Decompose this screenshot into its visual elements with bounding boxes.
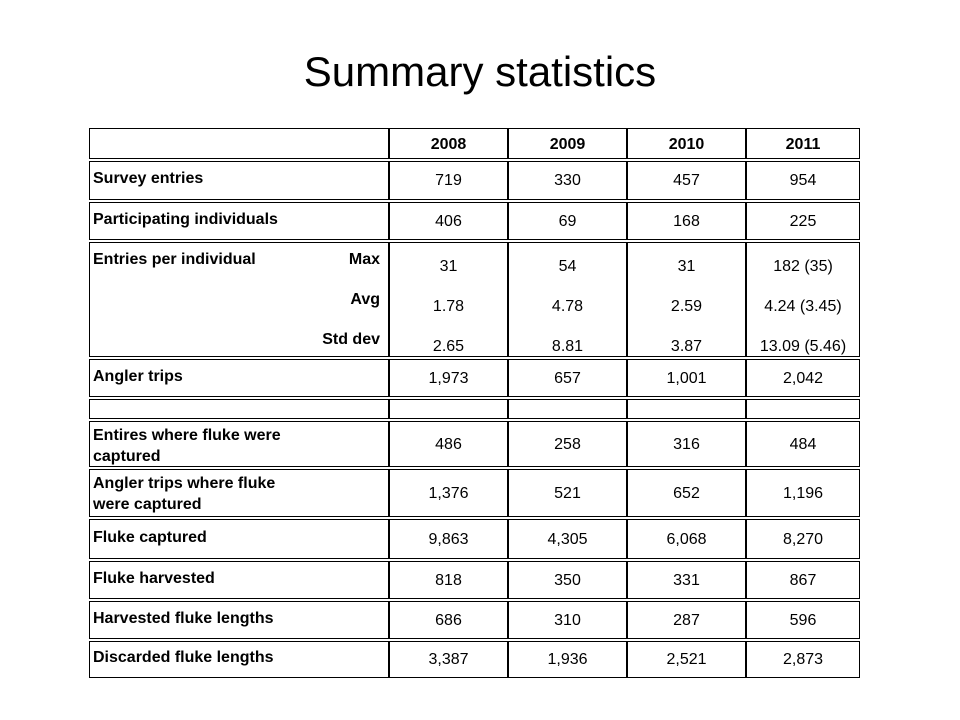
table-value: 484 bbox=[789, 436, 817, 453]
table-value: 69 bbox=[558, 213, 577, 230]
table-value: 2,042 bbox=[782, 370, 824, 387]
row-label: Participating individuals bbox=[93, 211, 278, 228]
table-value: 350 bbox=[554, 572, 581, 589]
table-value: 8,270 bbox=[782, 531, 824, 548]
year-header: 2008 bbox=[430, 136, 467, 153]
table-value: 3.87 bbox=[670, 338, 703, 355]
table-value: 54 bbox=[558, 258, 577, 275]
table-value: 31 bbox=[439, 258, 458, 275]
table-cell bbox=[389, 399, 508, 419]
year-header: 2010 bbox=[668, 136, 705, 153]
row-label: Harvested fluke lengths bbox=[93, 610, 274, 627]
table-value: 1.78 bbox=[432, 298, 465, 315]
table-value: 719 bbox=[435, 172, 462, 189]
table-value: 867 bbox=[789, 572, 817, 589]
row-label: captured bbox=[93, 448, 161, 465]
table-value: 486 bbox=[435, 436, 462, 453]
table-value: 954 bbox=[789, 172, 817, 189]
row-label: Fluke harvested bbox=[93, 570, 215, 587]
table-cell bbox=[89, 399, 389, 419]
table-value: 657 bbox=[554, 370, 581, 387]
row-label: Entries per individual bbox=[93, 251, 256, 268]
table-value: 287 bbox=[673, 612, 700, 629]
table-value: 9,863 bbox=[428, 531, 469, 548]
table-value: 330 bbox=[554, 172, 581, 189]
page-title: Summary statistics bbox=[303, 48, 657, 95]
table-cell bbox=[508, 399, 627, 419]
table-value: 6,068 bbox=[666, 531, 707, 548]
table-value: 316 bbox=[673, 436, 700, 453]
table-value: 1,376 bbox=[428, 485, 469, 502]
year-header: 2011 bbox=[785, 136, 821, 153]
table-value: 225 bbox=[789, 213, 817, 230]
table-value: 2,873 bbox=[782, 651, 824, 668]
sub-row-label: Avg bbox=[350, 291, 380, 308]
row-label: Survey entries bbox=[93, 170, 204, 187]
table-value: 331 bbox=[673, 572, 700, 589]
table-value: 310 bbox=[554, 612, 581, 629]
table-value: 1,001 bbox=[666, 370, 707, 387]
table-value: 8.81 bbox=[551, 338, 584, 355]
row-label: Angler trips bbox=[93, 368, 183, 385]
row-label: Fluke captured bbox=[93, 529, 207, 546]
table-value: 2.59 bbox=[670, 298, 703, 315]
table-cell bbox=[746, 399, 860, 419]
table-value: 818 bbox=[435, 572, 462, 589]
table-value: 457 bbox=[673, 172, 700, 189]
table-value: 13.09 (5.46) bbox=[759, 338, 847, 355]
year-header: 2009 bbox=[549, 136, 586, 153]
table-value: 1,936 bbox=[547, 651, 588, 668]
table-value: 2.65 bbox=[432, 338, 465, 355]
row-label: were captured bbox=[93, 496, 202, 513]
sub-row-label: Std dev bbox=[322, 331, 380, 348]
row-label: Angler trips where fluke bbox=[93, 475, 276, 492]
header-cell bbox=[89, 128, 389, 159]
table-value: 406 bbox=[435, 213, 462, 230]
table-value: 652 bbox=[673, 485, 700, 502]
row-label: Entires where fluke were bbox=[93, 427, 281, 444]
table-value: 521 bbox=[554, 485, 581, 502]
table-value: 4.78 bbox=[551, 298, 584, 315]
table-value: 182 (35) bbox=[773, 258, 833, 275]
table-value: 258 bbox=[554, 436, 581, 453]
table-value: 4,305 bbox=[547, 531, 588, 548]
table-value: 2,521 bbox=[666, 651, 707, 668]
table-value: 1,196 bbox=[782, 485, 824, 502]
table-value: 686 bbox=[435, 612, 462, 629]
table-value: 596 bbox=[789, 612, 817, 629]
table-cell bbox=[627, 399, 746, 419]
row-label: Discarded fluke lengths bbox=[93, 649, 274, 666]
sub-row-label: Max bbox=[348, 251, 380, 268]
table-value: 4.24 (3.45) bbox=[764, 298, 842, 315]
table-value: 3,387 bbox=[428, 651, 469, 668]
table-value: 1,973 bbox=[428, 370, 469, 387]
table-value: 168 bbox=[673, 213, 700, 230]
table-value: 31 bbox=[677, 258, 696, 275]
